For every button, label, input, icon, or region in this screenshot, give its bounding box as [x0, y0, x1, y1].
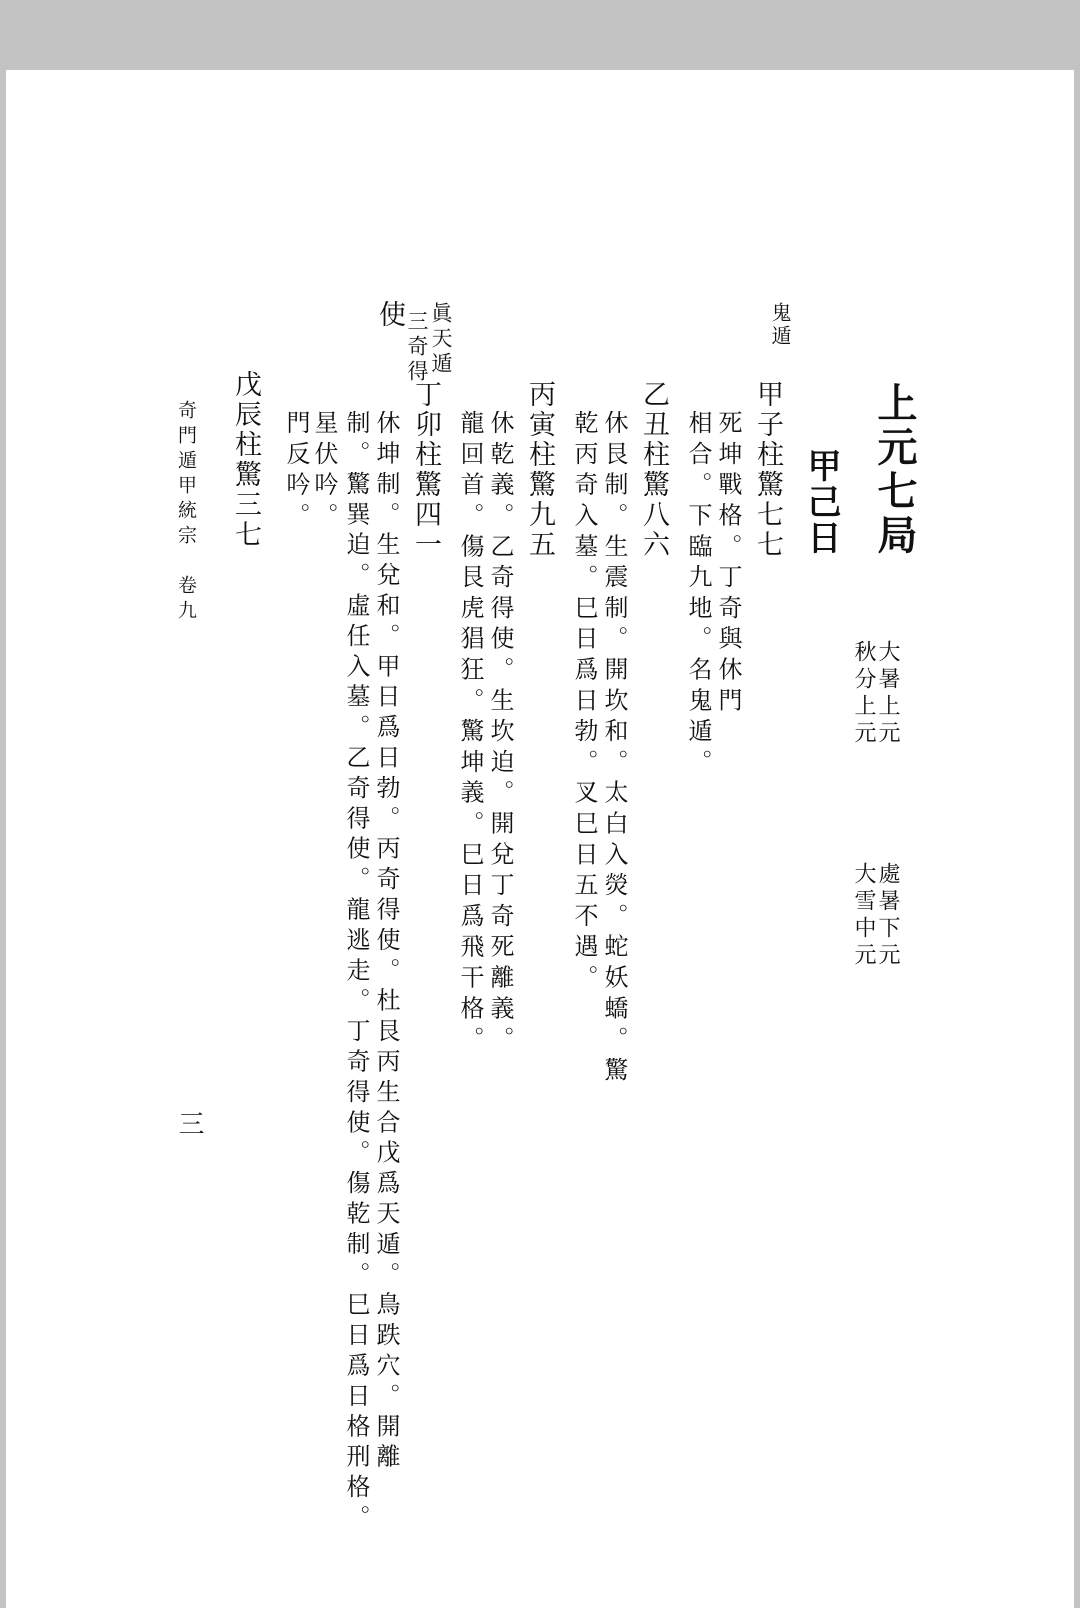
zhen-tian-dun-label-2: 三奇得: [405, 310, 429, 385]
book-page: [6, 70, 1074, 1608]
jiazi-line-1: 死坤戰格。丁奇與休門: [714, 410, 742, 718]
solar-term-2: 秋分上元: [851, 640, 876, 748]
day-title: 甲己日: [801, 448, 841, 556]
solar-term-3: 處暑下元: [875, 862, 900, 970]
jiazi-heading: 甲子柱驚七七: [752, 380, 783, 560]
dingmao-line-4: 門反吟。: [282, 410, 310, 534]
page-number: 三: [174, 1110, 204, 1136]
dingmao-line-3: 星伏吟。: [310, 410, 338, 534]
dingmao-heading: 丁卯柱驚四一: [410, 380, 441, 560]
dingmao-line-1: 休坤制。生兌和。甲日爲日勃。丙奇得使。杜艮丙生合戊爲天遁。鳥跌穴。開離: [372, 410, 400, 1474]
jiazi-line-2: 相合。下臨九地。名鬼遁。: [684, 410, 712, 780]
yichou-line-1: 休艮制。生震制。開坎和。太白入熒。蛇妖蟜。驚: [600, 410, 628, 1088]
bingyin-line-1: 休乾義。乙奇得使。生坎迫。開兌丁奇死離義。: [486, 410, 514, 1057]
wuchen-heading: 戊辰柱驚三七: [230, 370, 261, 550]
bureau-title: 上元七局: [871, 382, 918, 558]
gui-dun-label: 鬼遁: [768, 302, 792, 348]
bingyin-heading: 丙寅柱驚九五: [524, 380, 555, 560]
yichou-heading: 乙丑柱驚八六: [638, 380, 669, 560]
yichou-line-2: 乾丙奇入墓。巳日爲日勃。叉巳日五不遇。: [570, 410, 598, 996]
zhen-tian-dun-label-1: 眞天遁: [429, 302, 453, 377]
book-title: 奇門遁甲統宗 卷九: [175, 400, 197, 625]
solar-term-1: 大暑上元: [875, 640, 900, 748]
solar-term-4: 大雪中元: [851, 862, 876, 970]
bingyin-line-2: 龍回首。傷艮虎猖狂。驚坤義。巳日爲飛干格。: [456, 410, 484, 1057]
shi-label: 使: [374, 300, 405, 330]
dingmao-line-2: 制。驚巽迫。虛任入墓。乙奇得使。龍逃走。丁奇得使。傷乾制。巳日爲日格刑格。: [342, 410, 370, 1535]
